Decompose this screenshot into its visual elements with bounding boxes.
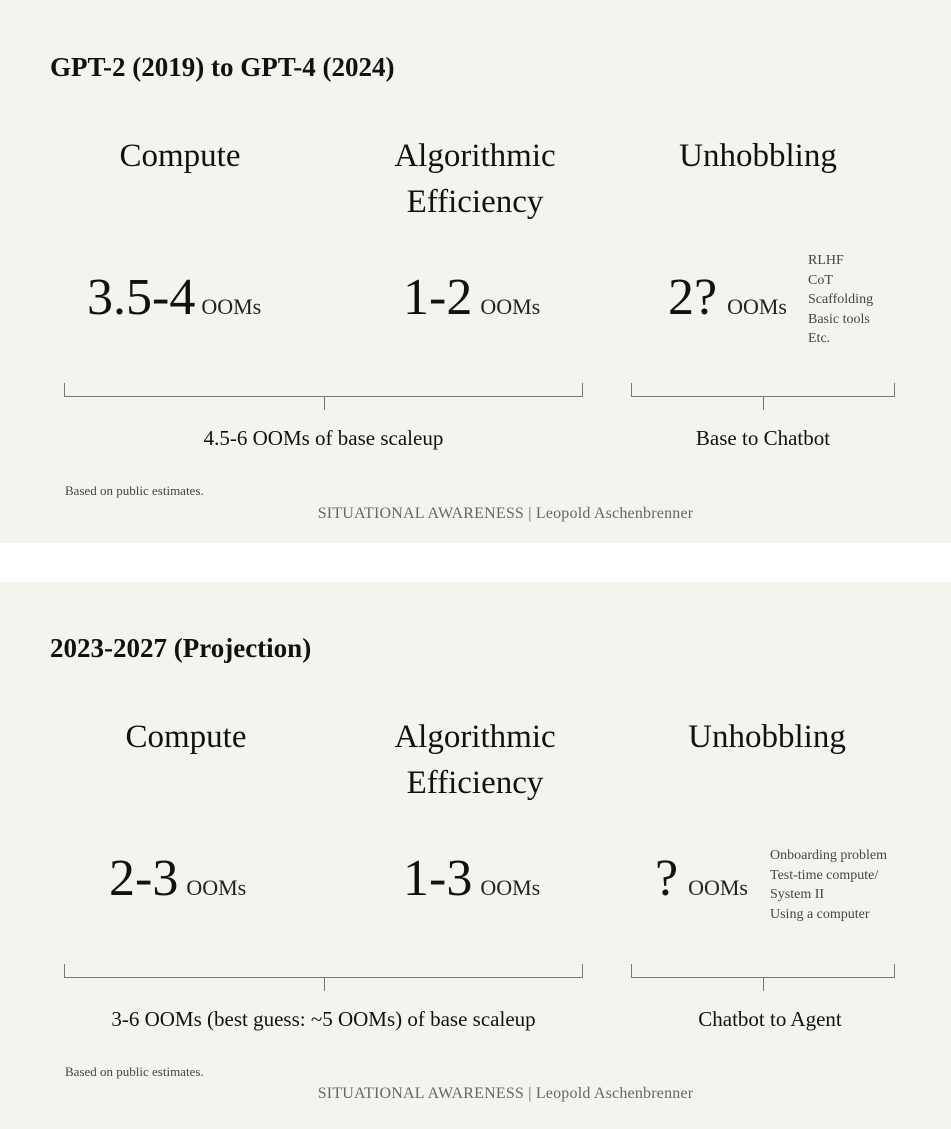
credit-line: SITUATIONAL AWARENESS | Leopold Aschenbrenner bbox=[317, 505, 694, 522]
compute-heading: Compute bbox=[125, 719, 247, 755]
heading-line: Efficiency bbox=[406, 184, 544, 220]
footnote: Based on public estimates. bbox=[65, 1064, 204, 1079]
unhobbling-value: 2? bbox=[668, 269, 718, 326]
heading-line: Algorithmic bbox=[394, 138, 556, 174]
unhobbling-heading: Unhobbling bbox=[679, 138, 837, 174]
compute-heading: Compute bbox=[119, 138, 241, 174]
unhobbling-bracket-label: Chatbot to Agent bbox=[698, 1007, 842, 1031]
unhobbling-notes bbox=[770, 846, 887, 924]
compute-value: 3.5-4 bbox=[87, 269, 196, 326]
algorithmic-value: 1-3 bbox=[403, 850, 473, 907]
unit-label: OOMs bbox=[480, 294, 541, 319]
unit-label: OOMs bbox=[480, 875, 541, 900]
compute-value: 2-3 bbox=[109, 850, 179, 907]
footnote: Based on public estimates. bbox=[65, 483, 204, 498]
algorithmic-ooms bbox=[403, 849, 540, 908]
unit-label: OOMs bbox=[688, 875, 748, 900]
base-scaleup-label: 4.5-6 OOMs of base scaleup bbox=[203, 426, 444, 450]
note-item: Basic tools bbox=[808, 311, 870, 327]
unit-label: OOMs bbox=[186, 875, 247, 900]
unhobbling-bracket bbox=[631, 964, 895, 978]
unhobbling-notes bbox=[808, 251, 873, 349]
heading-line: Efficiency bbox=[406, 765, 544, 801]
base-scaleup-label: 3-6 OOMs (best guess: ~5 OOMs) of base scaleup bbox=[111, 1007, 536, 1031]
note-item: CoT bbox=[808, 272, 833, 288]
heading-line: Algorithmic bbox=[394, 719, 556, 755]
note-item: Scaffolding bbox=[808, 292, 874, 307]
unhobbling-bracket-label: Base to Chatbot bbox=[695, 426, 831, 450]
bracket-tick bbox=[763, 396, 764, 410]
credit-line: SITUATIONAL AWARENESS | Leopold Aschenbrenner bbox=[317, 1085, 694, 1102]
note-item: Onboarding problem bbox=[770, 848, 888, 863]
unit-label: OOMs bbox=[727, 294, 787, 319]
unhobbling-bracket bbox=[631, 383, 895, 397]
compute-ooms bbox=[109, 849, 246, 908]
bracket-tick bbox=[324, 977, 325, 991]
note-item: Using a computer bbox=[770, 906, 870, 922]
unit-label: OOMs bbox=[201, 294, 262, 319]
base-scaleup-bracket bbox=[64, 383, 583, 397]
bracket-tick bbox=[763, 977, 764, 991]
unhobbling-ooms bbox=[655, 849, 748, 908]
panel-title: 2023-2027 (Projection) bbox=[50, 633, 312, 663]
compute-ooms bbox=[87, 268, 261, 327]
algorithmic-efficiency-heading bbox=[355, 714, 595, 806]
algorithmic-value: 1-2 bbox=[403, 269, 473, 326]
bracket-tick bbox=[324, 396, 325, 410]
base-scaleup-bracket bbox=[64, 964, 583, 978]
note-item: Etc. bbox=[808, 331, 831, 346]
unhobbling-ooms bbox=[668, 268, 787, 327]
unhobbling-heading: Unhobbling bbox=[688, 719, 846, 755]
panel-gpt2-to-gpt4 bbox=[0, 0, 951, 543]
note-item: RLHF bbox=[808, 253, 844, 268]
panel-title: GPT-2 (2019) to GPT-4 (2024) bbox=[50, 52, 395, 82]
note-item: Test-time compute/ bbox=[770, 867, 879, 883]
algorithmic-ooms bbox=[403, 268, 540, 327]
algorithmic-efficiency-heading bbox=[355, 133, 595, 225]
note-item: System II bbox=[770, 887, 825, 902]
unhobbling-value: ? bbox=[655, 850, 679, 907]
panel-2023-2027-projection bbox=[0, 582, 951, 1129]
